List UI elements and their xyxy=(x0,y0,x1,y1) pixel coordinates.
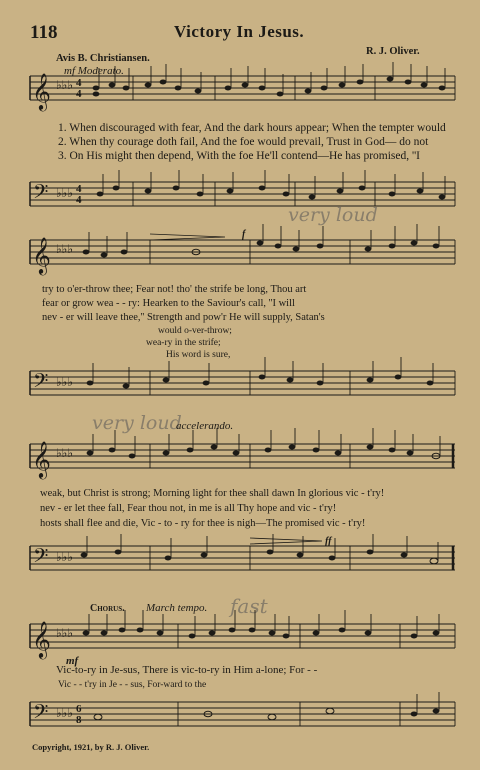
page-number: 118 xyxy=(30,22,58,43)
chorus-tempo: March tempo. xyxy=(146,602,208,614)
staff-system3-bass xyxy=(0,526,480,586)
staff-system3-treble xyxy=(0,428,480,488)
chorus-lyric-main: Vic-to-ry in Je-sus, There is vic-to-ry in Him a-lone; For - - xyxy=(56,664,318,676)
alt-lyric-1: would o-ver-throw; xyxy=(158,326,232,336)
verse-3-line-2: nev - er will leave thee,'' Strength and pow'r He will supply, Satan's xyxy=(42,312,325,323)
svg-text:4: 4 xyxy=(76,88,82,100)
svg-text:8: 8 xyxy=(76,714,82,726)
svg-text:𝄞: 𝄞 xyxy=(32,237,51,273)
svg-text:𝄞: 𝄞 xyxy=(32,72,51,110)
verse-1-line-3: weak, but Christ is strong; Morning light for thee shall dawn In glorious vic - t'ry! xyxy=(40,488,385,499)
verse-3-line-1: 3. On His might then depend, With the foe He'll contend—He has promised, ''I xyxy=(58,150,420,162)
svg-text:4: 4 xyxy=(76,183,82,195)
svg-text:𝄢: 𝄢 xyxy=(33,702,49,728)
composer: R. J. Oliver. xyxy=(366,46,420,57)
lyricist: Avis B. Christiansen. xyxy=(56,53,150,64)
accelerando-marking: accelerando. xyxy=(176,420,234,432)
alt-lyric-2: wea-ry in the strife; xyxy=(146,338,221,348)
svg-text:♭♭♭: ♭♭♭ xyxy=(56,446,73,460)
svg-text:♭♭♭: ♭♭♭ xyxy=(56,242,73,256)
alt-lyric-3: His word is sure, xyxy=(166,350,231,360)
svg-text:♭♭♭: ♭♭♭ xyxy=(56,550,73,564)
staff-chorus-bass xyxy=(0,688,480,738)
copyright-notice: Copyright, 1921, by R. J. Oliver. xyxy=(32,742,150,752)
svg-text:6: 6 xyxy=(76,703,82,715)
svg-text:♭♭♭: ♭♭♭ xyxy=(56,706,73,720)
chorus-lyric-echo: Vic - - t'ry in Je - - sus, For-ward to the xyxy=(58,680,207,690)
svg-text:𝄢: 𝄢 xyxy=(33,371,49,397)
svg-text:f: f xyxy=(242,229,246,240)
staff-system1-treble xyxy=(0,62,480,122)
handwritten-note-very-loud-2: very loud xyxy=(92,412,182,434)
verse-1-line-1: 1. When discouraged with fear, And the dark hours appear; When the tempter would xyxy=(58,122,446,134)
svg-text:𝄞: 𝄞 xyxy=(32,441,51,477)
svg-text:𝄢: 𝄢 xyxy=(33,182,49,208)
svg-text:𝄞: 𝄞 xyxy=(32,621,51,657)
svg-text:♭♭♭: ♭♭♭ xyxy=(56,186,73,200)
tempo-marking: mf Moderato. xyxy=(64,65,124,77)
svg-text:♭♭♭: ♭♭♭ xyxy=(56,78,73,92)
verse-3-line-3: hosts shall flee and die, Vic - to - ry for thee is nigh—The promised vic - t'ry! xyxy=(40,518,366,529)
svg-text:4: 4 xyxy=(76,77,82,89)
verse-2-line-3: nev - er let thee fall, Fear thou not, in me is all Thy hope and vic - t'ry! xyxy=(40,503,337,514)
staff-system2-treble xyxy=(0,222,480,282)
svg-text:♭♭♭: ♭♭♭ xyxy=(56,626,73,640)
staff-system1-bass xyxy=(0,160,480,220)
svg-text:𝄢: 𝄢 xyxy=(33,546,49,572)
svg-text:ff: ff xyxy=(325,536,332,547)
svg-text:4: 4 xyxy=(76,194,82,206)
handwritten-note-very-loud-1: very loud xyxy=(288,204,378,226)
staff-system2-bass xyxy=(0,355,480,415)
hymn-title: Victory In Jesus. xyxy=(174,22,305,41)
verse-1-line-2: try to o'er-throw thee; Fear not! tho' the strife be long, Thou art xyxy=(42,284,307,295)
handwritten-note-fast: fast xyxy=(230,594,268,618)
chorus-label: Chorus. xyxy=(90,603,125,614)
chorus-dynamic: mf xyxy=(66,655,79,667)
svg-text:♭♭♭: ♭♭♭ xyxy=(56,375,73,389)
verse-2-line-1: 2. When thy courage doth fail, And the foe would prevail, Trust in God— do not xyxy=(58,136,429,148)
verse-2-line-2: fear or grow wea - - ry: Hearken to the Saviour's call, ''I will xyxy=(42,298,295,309)
